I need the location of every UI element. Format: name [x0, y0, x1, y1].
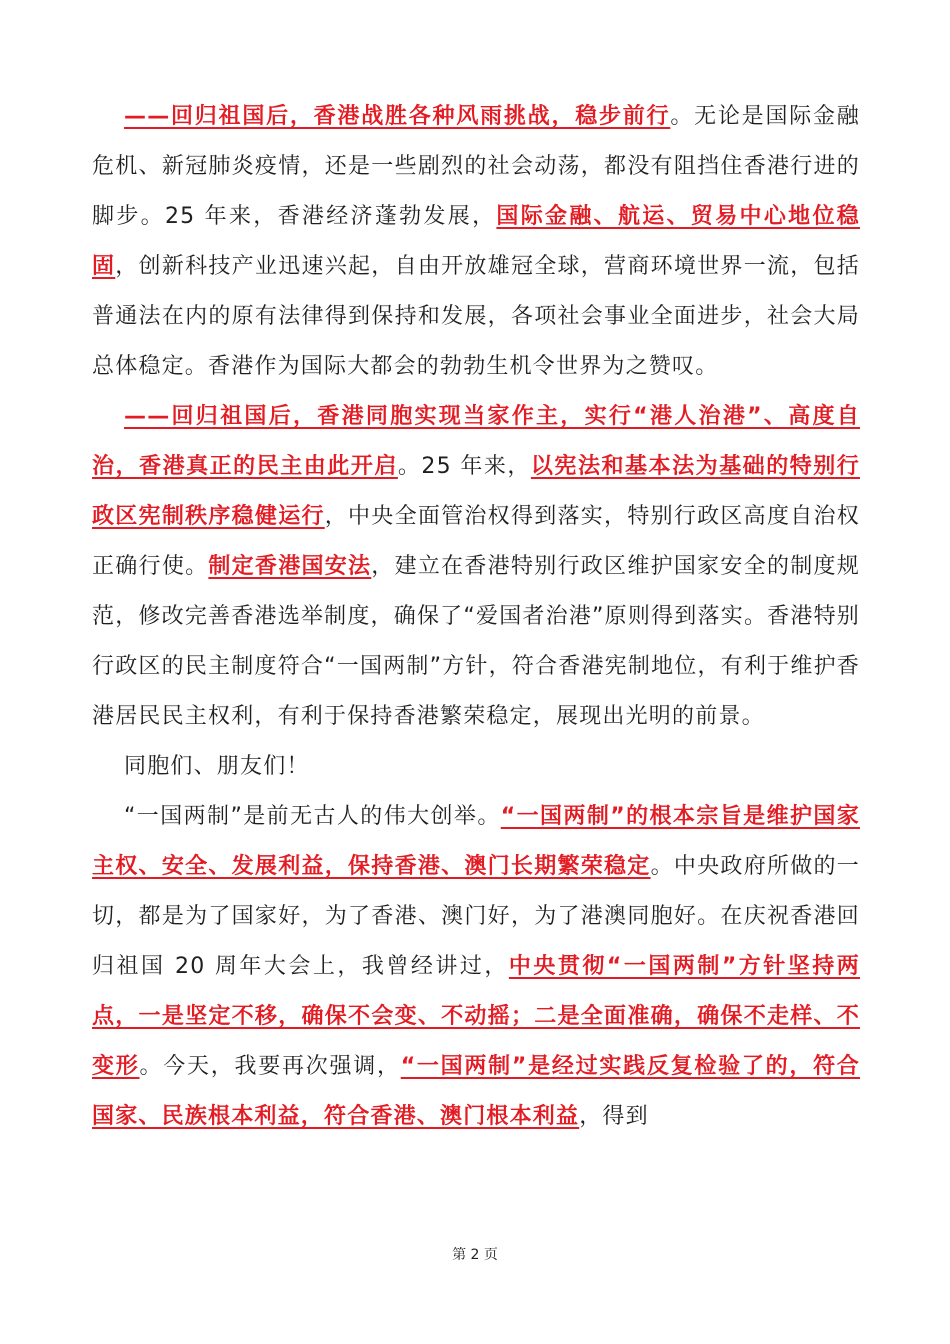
paragraph-4	[92, 792, 860, 1142]
body-text: ，中央全面管治权得到落实，特别行政区高度自治权正确行使。	[92, 504, 860, 579]
paragraph-3	[92, 742, 860, 792]
body-text: 。今天，我要再次强调，	[139, 1054, 401, 1079]
highlight-text: 国际金融、航运、贸易中心地位稳固	[92, 204, 860, 279]
body-text: 。中央政府所做的一切，都是为了国家好，为了香港、澳门好，为了港澳同胞好。在庆祝香港回归祖国 20 周年大会上，我曾经讲过，	[92, 854, 860, 979]
highlight-text: 中央贯彻“一国两制”方针坚持两点，一是坚定不移，确保不会变、不动摇；二是全面准确，确保不走样、不变形	[92, 954, 860, 1079]
highlight-text: ——回归祖国后，香港同胞实现当家作主，实行“港人治港”、高度自治，香港真正的民主由此开启	[92, 404, 860, 479]
body-text: ，得到	[579, 1104, 649, 1129]
body-text: ，创新科技产业迅速兴起，自由开放雄冠全球，营商环境世界一流，包括普通法在内的原有法律得到保持和发展，各项社会事业全面进步，社会大局总体稳定。香港作为国际大都会的勃勃生机令世界为之赞叹。	[92, 254, 860, 379]
paragraph-2	[92, 392, 860, 742]
body-text: ，建立在香港特别行政区维护国家安全的制度规范，修改完善香港选举制度，确保了“爱国者治港”原则得到落实。香港特别行政区的民主制度符合“一国两制”方针，符合香港宪制地位，有利于维护香港居民民主权利，有利于保持香港繁荣稳定，展现出光明的前景。	[92, 554, 860, 729]
highlight-text: “一国两制”是经过实践反复检验了的，符合国家、民族根本利益，符合香港、澳门根本利益	[92, 1054, 861, 1129]
page-number: 第 2 页	[452, 1247, 498, 1263]
highlight-text: “一国两制”的根本宗旨是维护国家主权、安全、发展利益，保持香港、澳门长期繁荣稳定	[92, 804, 860, 879]
body-text: 。25 年来，	[397, 454, 531, 479]
highlight-text: 以宪法和基本法为基础的特别行政区宪制秩序稳健运行	[92, 454, 860, 529]
body-text: 同胞们、朋友们！	[124, 754, 310, 779]
document-body	[92, 92, 860, 1142]
body-text: “一国两制”是前无古人的伟大创举。	[124, 804, 501, 829]
paragraph-1	[92, 92, 860, 392]
highlight-text: ——回归祖国后，香港战胜各种风雨挑战，稳步前行	[124, 104, 671, 129]
body-text: 。无论是国际金融危机、新冠肺炎疫情，还是一些剧烈的社会动荡，都没有阻挡住香港行进的脚步。25 年来，香港经济蓬勃发展，	[92, 104, 860, 229]
highlight-text: 制定香港国安法	[208, 554, 372, 579]
